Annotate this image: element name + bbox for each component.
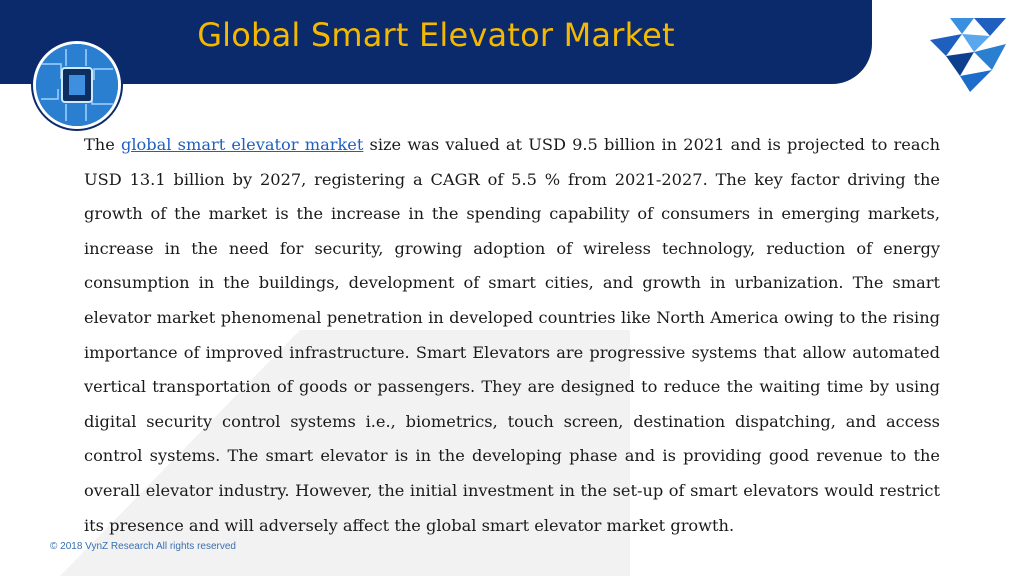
paragraph-text: size was valued at USD 9.5 billion in 2021 and is projected to reach USD 13.1 billion by 2027, registering a CAGR of 5.5 % from 2021-2027. The key factor driving the growth of the market is the increase in the spending capability of consumers in emerging markets, increase in the need for security, growing adoption of wireless technology, reduction of energy consumption in the buildings, development of smart cities, and growth in urbanization. The smart elevator market phenomenal penetration in developed countries like North America owing to the rising importance of improved infrastructure. Smart Elevators are progressive systems that allow automated vertical transportation of goods or passengers. They are designed to reduce the waiting time by using digital security control systems i.e., biometrics, touch screen, destination dispatching, and access control systems. The smart elevator is in the developing phase and is providing good revenue to the overall elevator industry. However, the initial investment in the set-up of smart elevators would restrict its presence and will adversely affect the global smart elevator market growth.	[84, 135, 941, 535]
body-paragraph	[84, 128, 940, 543]
copyright-footer: © 2018 VynZ Research All rights reserved	[50, 541, 236, 552]
triangle-mosaic-logo	[930, 18, 1006, 92]
intro-prefix: The	[84, 135, 121, 154]
page-title: Global Smart Elevator Market	[197, 16, 675, 54]
market-link[interactable]: global smart elevator market	[121, 135, 364, 154]
page-title-container	[0, 0, 872, 84]
circuit-chip-icon	[33, 41, 121, 129]
